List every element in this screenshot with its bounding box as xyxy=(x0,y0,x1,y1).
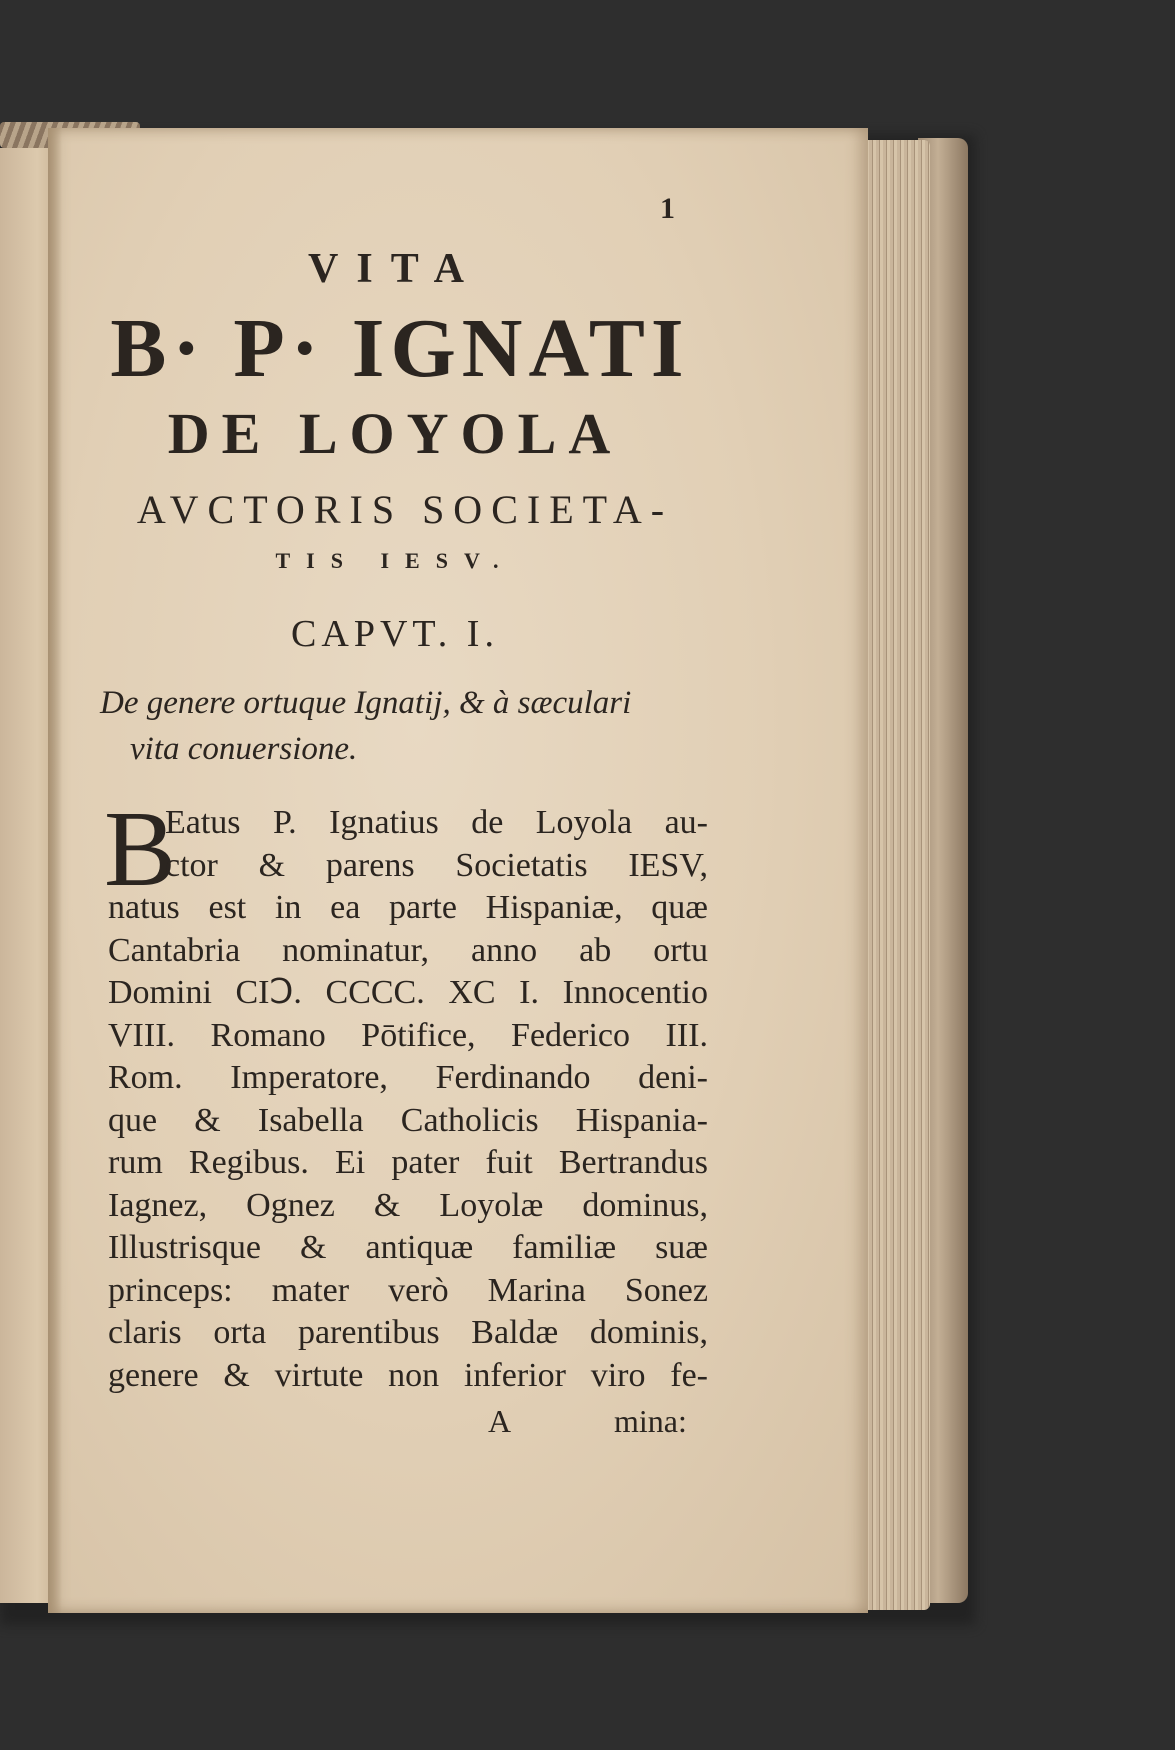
body-line: Eatus P. Ignatius de Loyola au- xyxy=(165,804,708,841)
title-line-author: AVCTORIS SOCIETA- xyxy=(136,487,674,532)
subtitle-line: vita conuersione. xyxy=(130,731,358,767)
drop-cap: B xyxy=(104,790,177,909)
signature-mark: A xyxy=(488,1403,512,1439)
body-line: Domini CIↃ. CCCC. XC I. Innocentio xyxy=(108,974,708,1011)
chapter-subtitle xyxy=(100,680,700,772)
body-line: Cantabria nominatur, anno ab ortu xyxy=(108,931,708,969)
title-line-place: DE LOYOLA xyxy=(167,401,623,466)
body-line: genere & virtute non inferior viro fe- xyxy=(108,1356,708,1394)
title-line-vita: VITA xyxy=(308,246,482,292)
page-number: 1 xyxy=(660,192,675,225)
body-line: claris orta parentibus Baldæ dominis, xyxy=(108,1314,708,1351)
title-line-society: TIS IESV. xyxy=(275,548,515,573)
body-line: que & Isabella Catholicis Hispania- xyxy=(108,1101,708,1139)
body-line: princeps: mater verò Marina Sonez xyxy=(108,1271,708,1309)
body-line: ctor & parens Societatis IESV, xyxy=(165,846,708,884)
catchword: mina: xyxy=(614,1403,687,1439)
body-line: natus est in ea parte Hispaniæ, quæ xyxy=(108,889,708,926)
body-line: rum Regibus. Ei pater fuit Bertrandus xyxy=(108,1144,708,1181)
title-line-name: B· P· IGNATI xyxy=(110,302,690,395)
body-paragraph xyxy=(108,802,708,1397)
body-line: VIII. Romano Pōtifice, Federico III. xyxy=(108,1016,708,1054)
subtitle-line: De genere ortuque Ignatij, & à sæculari xyxy=(100,685,632,721)
body-line: Illustrisque & antiquæ familiæ suæ xyxy=(108,1229,708,1266)
body-line: Iagnez, Ognez & Loyolæ dominus, xyxy=(108,1186,708,1224)
body-line: Rom. Imperatore, Ferdinando deni- xyxy=(108,1059,708,1096)
chapter-heading: CAPVT. I. xyxy=(291,613,499,655)
